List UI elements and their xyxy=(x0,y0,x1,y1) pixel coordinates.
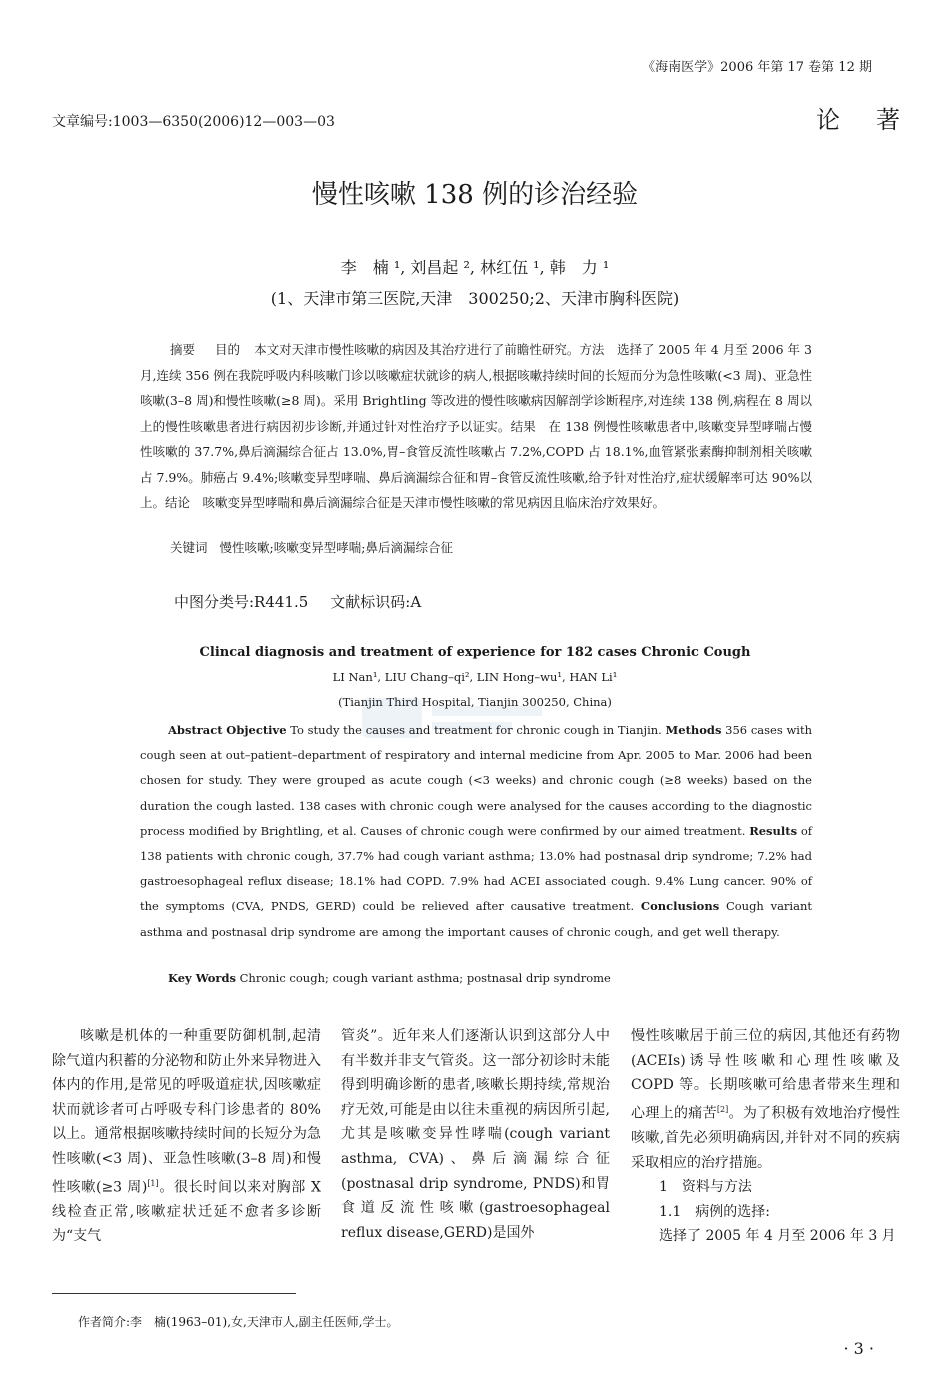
abstract-cn xyxy=(140,337,812,516)
body-col2-text: 管炎”。近年来人们逐渐认识到这部分人中有半数并非支气管炎。这一部分初诊时未能得到明确诊断的患者,咳嗽长期持续,常规治疗无效,可能是由以往未重视的病因所引起,尤其是咳嗽变异性哮喘(cough variant asthma, CVA)、鼻后滴漏综合征(postnasal drip syndrome, PNDS)和胃食道反流性咳嗽(gastroesophageal reflux disease,GERD)是国外 xyxy=(341,1028,610,1241)
body-col1-text: 咳嗽是机体的一种重要防御机制,起清除气道内积蓄的分泌物和防止外来异物进入体内的作用,是常见的呼吸道症状,因咳嗽症状而就诊者可占呼吸专科门诊患者的 80%以上。通常根据咳嗽持续时间的长短分为急性咳嗽(<3 周)、亚急性咳嗽(3–8 周)和慢性咳嗽(≥3 周) xyxy=(52,1028,321,1196)
page-number: · 3 · xyxy=(843,1339,874,1358)
citation-1: [1] xyxy=(147,1178,159,1188)
english-title: Clincal diagnosis and treatment of experience for 182 cases Chronic Cough xyxy=(199,645,751,660)
section-label: 论著 xyxy=(816,106,936,134)
subsection-heading-1-1: 1.1 病例的选择: xyxy=(659,1203,770,1220)
abstract-cn-label: 摘要 xyxy=(170,342,196,357)
journal-header: 《海南医学》2006 年第 17 卷第 12 期 xyxy=(642,60,872,75)
citation-2: [2] xyxy=(716,1104,729,1114)
document-code: 文献标识码:A xyxy=(330,593,422,611)
article-number: 文章编号:1003—6350(2006)12—003—03 xyxy=(52,114,335,130)
body-column-3 xyxy=(631,1024,900,1249)
objective-label: Objective xyxy=(226,723,287,737)
abstract-cn-text: 本文对天津市慢性咳嗽的病因及其治疗进行了前瞻性研究。方法 选择了 2005 年 4 月至 2006 年 3 月,连续 356 例在我院呼吸内科咳嗽门诊以咳嗽症状就诊的病人,根据咳嗽持续时间的长短而分为急性咳嗽(<3 周)、亚急性咳嗽(3–8 周)和慢性咳嗽(≥8 周)。采用 Brightling 等改进的慢性咳嗽病因解剖学诊断程序,对连续 138 例,病程在 8 周以上的慢性咳嗽患者进行病因初步诊断,并通过针对性治疗予以证实。结果 在 138 例慢性咳嗽患者中,咳嗽变异型哮喘占慢性咳嗽的 37.7%,鼻后滴漏综合征占 13.0%,胃–食管反流性咳嗽占 7.2%,COPD 占 18.1%,血管紧张素酶抑制剂相关咳嗽占 7.9%。肺癌占 9.4%;咳嗽变异型哮喘、鼻后滴漏综合征和胃–食管反流性咳嗽,给予针对性治疗,症状缓解率可达 90%以上。结论 咳嗽变异型哮喘和鼻后滴漏综合征是天津市慢性咳嗽的常见病因且临床治疗效果好。 xyxy=(140,342,812,510)
body-column-2 xyxy=(341,1024,610,1245)
affiliation: (1、天津市第三医院,天津 300250;2、天津市胸科医院) xyxy=(270,289,680,308)
body-col3-last: 选择了 2005 年 4 月至 2006 年 3 月 xyxy=(659,1228,896,1245)
footnote-divider xyxy=(52,1293,296,1294)
methods-text: 356 cases with cough seen at out–patient–department of respiratory and internal medicine from Apr. 2005 to Mar. 2006 had been chosen for study. They were grouped as acute cough (<3 weeks) and chronic cough (≥8 weeks) based on the duration the cough lasted. 138 cases with chronic cough were analysed for the causes according to the diagnostic process modified by Brightling, et al. Causes of chronic cough were confirmed by our aimed treatment. xyxy=(140,723,813,838)
paper-title: 慢性咳嗽 138 例的诊治经验 xyxy=(311,180,639,210)
conclusions-text: Cough variant asthma and postnasal drip syndrome are among the important causes of chronic cough, and get well therapy. xyxy=(140,899,812,939)
keywords-cn-label: 关键词 xyxy=(170,540,208,555)
clc-number: 中图分类号:R441.5 xyxy=(174,593,309,611)
keywords-en-text: Chronic cough; cough variant asthma; postnasal drip syndrome xyxy=(239,971,611,985)
abstract-en xyxy=(140,718,812,945)
body-col1-continued: 。很长时间以来对胸部 X 线检查正常,咳嗽症状迁延不愈者多诊断为“支气 xyxy=(52,1179,321,1245)
keywords-cn xyxy=(170,538,453,556)
methods-label: Methods xyxy=(665,723,722,737)
classification-line xyxy=(174,591,421,612)
objective-text: To study the causes and treatment for chronic cough in Tianjin. xyxy=(290,723,662,737)
body-col3-text: 慢性咳嗽居于前三位的病因,其他还有药物(ACEIs)诱导性咳嗽和心理性咳嗽及 COPD 等。长期咳嗽可给患者带来生理和心理上的痛苦 xyxy=(631,1028,900,1122)
body-column-1 xyxy=(52,1024,321,1249)
abstract-cn-objective-label: 目的 xyxy=(215,342,241,357)
keywords-en-label: Key Words xyxy=(168,971,236,985)
keywords-cn-text: 慢性咳嗽;咳嗽变异型哮喘;鼻后滴漏综合征 xyxy=(219,540,453,555)
keywords-en xyxy=(168,971,611,985)
abstract-en-label: Abstract xyxy=(168,723,223,737)
english-affiliation: (Tianjin Third Hospital, Tianjin 300250, China) xyxy=(338,695,612,709)
author-footnote: 作者简介:李 楠(1963–01),女,天津市人,副主任医师,学士。 xyxy=(78,1315,399,1329)
section-heading-1: 1 资料与方法 xyxy=(659,1179,752,1196)
body-col3-continued: 。为了积极有效地治疗慢性咳嗽,首先必须明确病因,并针对不同的疾病采取相应的治疗措施。 xyxy=(631,1105,901,1171)
conclusions-label: Conclusions xyxy=(640,899,720,914)
results-label: Results xyxy=(749,823,798,838)
authors: 李 楠 ¹, 刘昌起 ², 林红伍 ¹, 韩 力 ¹ xyxy=(340,258,610,277)
results-text: of 138 patients with chronic cough, 37.7% had cough variant asthma; 13.0% had postnasal drip syndrome; 7.2% had gastroesophageal reflux disease; 18.1% had COPD. 7.9% had ACEI associated cough. 9.4% Lung cancer. 90% of the symptoms (CVA, PNDS, GERD) could be relieved after causative treatment. xyxy=(140,823,813,914)
english-authors: LI Nan¹, LIU Chang–qi², LIN Hong–wu¹, HAN Li¹ xyxy=(332,670,618,684)
